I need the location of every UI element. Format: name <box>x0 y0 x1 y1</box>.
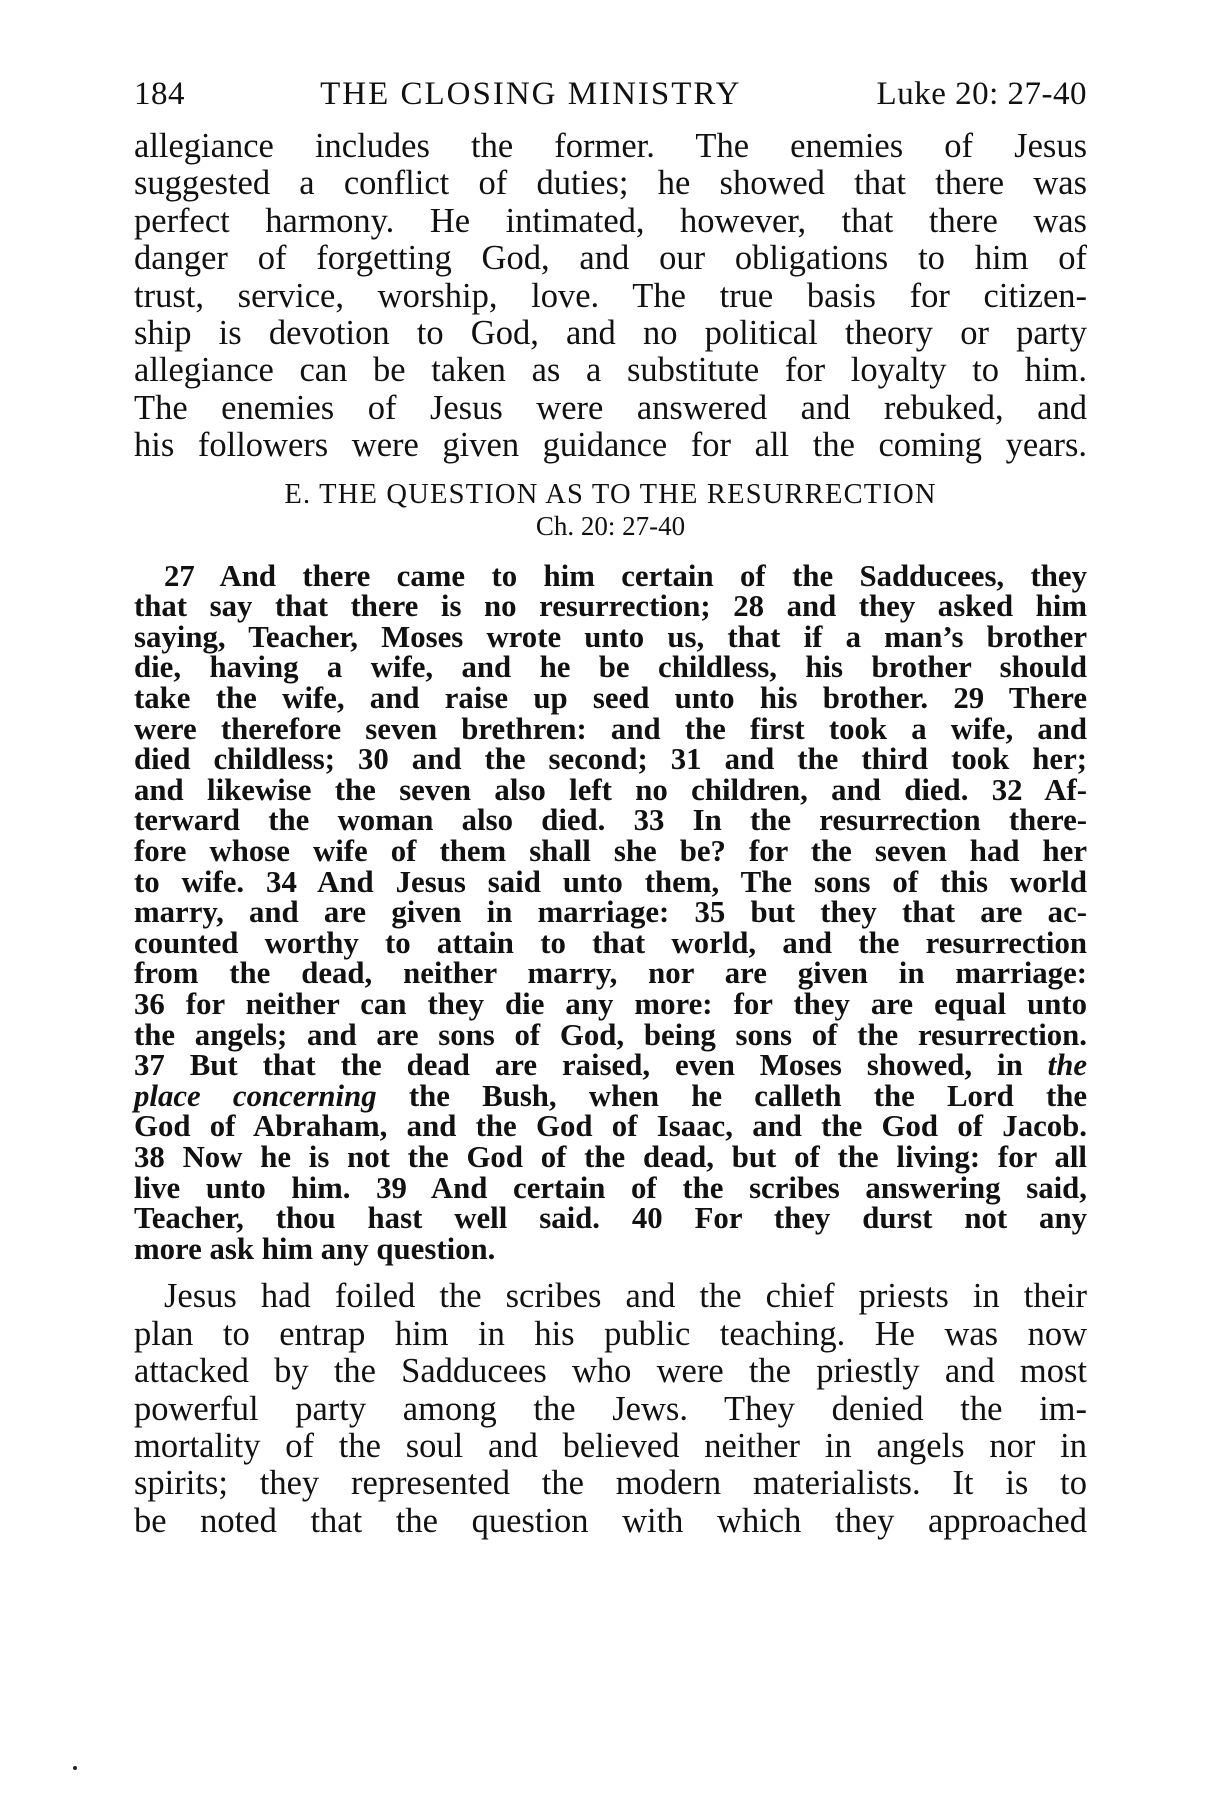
scripture-line: died childless; 30 and the second; 31 and the third took her; <box>134 742 1087 777</box>
section-heading: E. THE QUESTION AS TO THE RESURRECTION <box>284 478 937 510</box>
scripture-line <box>134 1078 1088 1113</box>
scripture-line <box>134 1050 1087 1081</box>
commentary-paragraph <box>134 1278 1087 1540</box>
text-line: his followers were given guidance for all the coming years. <box>134 426 1087 465</box>
text-line: allegiance can be taken as a substitute for loyalty to him. <box>134 351 1087 390</box>
text-line: allegiance includes the former. The enemies of Jesus <box>134 127 1087 165</box>
running-reference: Luke 20: 27-40 <box>876 76 1087 112</box>
scripture-line: to wife. 34 And Jesus said unto them, The sons of this world <box>134 864 1087 899</box>
scripture-line: 27 And there came to him certain of the Sadducees, they <box>164 558 1087 593</box>
text-line: trust, service, worship, love. The true basis for citizen- <box>134 276 1087 315</box>
scripture-line: live unto him. 39 And certain of the scribes answering said, <box>134 1170 1087 1205</box>
text-line: Jesus had foiled the scribes and the chief priests in their <box>164 1277 1087 1316</box>
scripture-line: die, having a wife, and he be childless, his brother should <box>134 650 1087 685</box>
scripture-line: Teacher, thou hast well said. 40 For they durst not any <box>134 1201 1087 1236</box>
ink-speck <box>73 1766 77 1770</box>
text-line: The enemies of Jesus were answered and rebuked, and <box>134 388 1087 427</box>
scripture-line: counted worthy to attain to that world, and the resurrection <box>134 925 1087 960</box>
page-number: 184 <box>134 76 185 112</box>
scripture-line: were therefore seven brethren: and the first took a wife, and <box>134 711 1087 746</box>
scripture-line: 36 for neither can they die any more: for they are equal unto <box>134 986 1087 1021</box>
running-title: THE CLOSING MINISTRY <box>320 76 742 112</box>
scripture-line: God of Abraham, and the God of Isaac, and the God of Jacob. <box>134 1109 1087 1144</box>
scripture-line: that say that there is no resurrection; 28 and they asked him <box>134 589 1087 624</box>
text-line: ship is devotion to God, and no political theory or party <box>134 314 1087 353</box>
section-reference: Ch. 20: 27-40 <box>535 510 686 541</box>
scripture-line: take the wife, and raise up seed unto his brother. 29 There <box>134 681 1087 716</box>
text-line: be noted that the question with which they approached <box>134 1501 1087 1540</box>
text-line: perfect harmony. He intimated, however, that there was <box>134 201 1087 240</box>
scripture-line: fore whose wife of them shall she be? for the seven had her <box>134 834 1087 868</box>
text-line: plan to entrap him in his public teaching. He was now <box>134 1314 1087 1353</box>
scripture-line: marry, and are given in marriage: 35 but they that are ac- <box>134 895 1087 930</box>
running-head <box>134 74 1087 114</box>
text-line: danger of forgetting God, and our obligations to him of <box>134 239 1087 278</box>
scripture-line: terward the woman also died. 33 In the resurrection there- <box>134 803 1087 838</box>
text-line: suggested a conflict of duties; he showed that there was <box>134 164 1087 203</box>
scripture-line: 38 Now he is not the God of the dead, but of the living: for all <box>134 1139 1087 1174</box>
book-page <box>134 74 1087 1540</box>
scripture-line: the angels; and are sons of God, being sons of the resurrection. <box>134 1017 1087 1052</box>
scripture-line: and likewise the seven also left no children, and died. 32 Af- <box>134 772 1087 807</box>
scripture-text: the Bush, when he calleth the Lord the <box>376 1078 1088 1113</box>
text-line: spirits; they represented the modern materialists. It is to <box>134 1464 1087 1503</box>
italic-text: the <box>1047 1048 1087 1083</box>
italic-text: place concerning <box>134 1078 377 1113</box>
scripture-text: 37 But that the dead are raised, even Moses showed, in <box>134 1048 1048 1083</box>
scripture-passage <box>134 558 1088 1266</box>
text-line: mortality of the soul and believed neither in angels nor in <box>134 1426 1087 1465</box>
text-line: powerful party among the Jews. They denied the im- <box>134 1389 1087 1428</box>
scripture-line: more ask him any question. <box>134 1231 496 1266</box>
commentary-paragraph <box>134 128 1087 465</box>
text-line: attacked by the Sadducees who were the priestly and most <box>134 1352 1087 1391</box>
scripture-line: from the dead, neither marry, nor are given in marriage: <box>134 956 1087 991</box>
scripture-line: saying, Teacher, Moses wrote unto us, that if a man’s brother <box>134 619 1087 654</box>
